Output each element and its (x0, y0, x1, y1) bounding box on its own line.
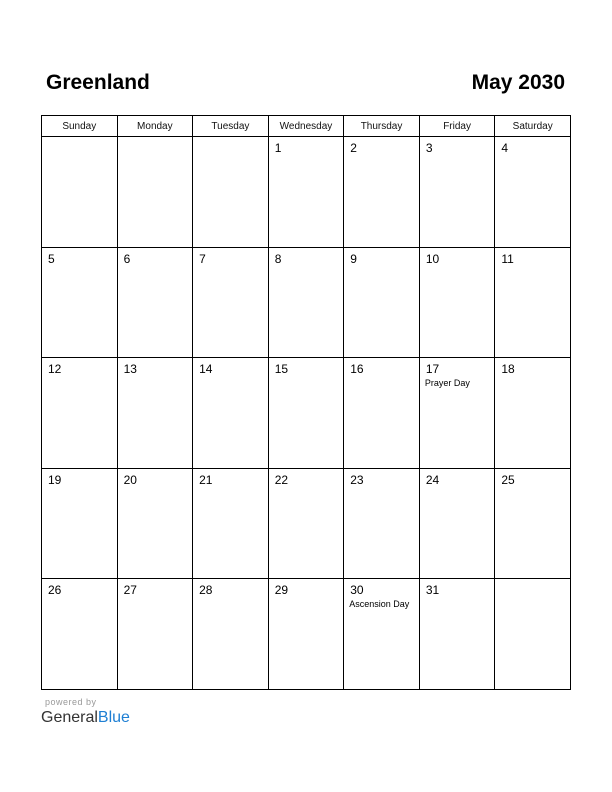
day-number (193, 137, 268, 141)
day-cell (344, 358, 420, 469)
day-number: 7 (199, 251, 206, 266)
logo-general-text: General (41, 709, 98, 726)
country-title: Greenland (46, 71, 150, 94)
day-number: 30 (350, 583, 364, 598)
day-number: 17 (425, 362, 440, 377)
holiday-label: Prayer Day (424, 378, 470, 389)
weekday-friday: Friday (419, 116, 495, 137)
day-number: 14 (199, 362, 213, 377)
day-number: 3 (425, 141, 433, 155)
day-cell (193, 358, 269, 469)
day-cell (419, 468, 495, 579)
weekday-wednesday: Wednesday (268, 116, 344, 137)
day-number: 16 (350, 362, 364, 377)
day-cell (42, 358, 118, 469)
day-number: 27 (123, 583, 137, 598)
day-cell (193, 247, 269, 358)
week-row (42, 358, 571, 469)
day-number: 12 (48, 362, 62, 377)
day-number: 15 (274, 362, 289, 377)
weekday-header-row (42, 116, 571, 137)
day-number (118, 137, 193, 141)
day-number (495, 579, 570, 583)
day-number: 23 (350, 472, 364, 487)
day-cell (344, 247, 420, 358)
day-cell (419, 579, 495, 690)
day-cell (42, 247, 118, 358)
day-cell (42, 137, 118, 248)
day-number: 26 (48, 583, 62, 598)
day-number: 10 (425, 251, 440, 266)
day-number: 6 (123, 251, 131, 266)
weekday-thursday: Thursday (344, 116, 420, 137)
week-row (42, 247, 571, 358)
day-cell (495, 468, 571, 579)
weekday-saturday: Saturday (495, 116, 571, 137)
day-number (42, 137, 117, 141)
day-number: 22 (274, 472, 289, 487)
day-cell (268, 247, 344, 358)
day-cell (495, 358, 571, 469)
day-cell (42, 468, 118, 579)
day-cell (268, 137, 344, 248)
week-row (42, 579, 571, 690)
day-number: 28 (199, 583, 213, 598)
day-number: 24 (425, 472, 440, 487)
day-cell (193, 137, 269, 248)
day-number: 31 (425, 583, 440, 598)
day-number: 25 (501, 472, 515, 487)
logo-blue-text: Blue (97, 709, 130, 726)
day-cell (117, 468, 193, 579)
day-number: 9 (350, 251, 357, 266)
day-number: 5 (48, 251, 55, 266)
day-cell (117, 579, 193, 690)
day-cell (42, 579, 118, 690)
day-number: 13 (123, 362, 137, 377)
day-number: 20 (123, 472, 137, 487)
day-cell (268, 468, 344, 579)
calendar-grid (41, 115, 571, 690)
weekday-sunday: Sunday (42, 116, 118, 137)
month-year-title: May 2030 (471, 71, 565, 94)
day-number: 2 (350, 141, 357, 155)
day-cell (344, 579, 420, 690)
day-cell (419, 358, 495, 469)
day-cell (117, 247, 193, 358)
day-number: 11 (501, 251, 514, 266)
day-cell (344, 137, 420, 248)
day-cell (268, 358, 344, 469)
day-number: 8 (274, 251, 282, 266)
day-number: 21 (199, 472, 213, 487)
day-cell (117, 137, 193, 248)
powered-by-text: powered by (45, 697, 97, 707)
day-number: 4 (501, 141, 509, 155)
week-row (42, 468, 571, 579)
holiday-label: Ascension Day (349, 599, 410, 610)
day-cell (193, 579, 269, 690)
day-cell (117, 358, 193, 469)
weekday-monday: Monday (117, 116, 193, 137)
day-cell (344, 468, 420, 579)
day-cell (193, 468, 269, 579)
week-row (42, 137, 571, 248)
day-cell (419, 247, 495, 358)
day-number: 29 (274, 583, 289, 598)
day-cell (495, 579, 571, 690)
day-number: 1 (274, 141, 282, 155)
day-cell (495, 137, 571, 248)
generalblue-logo (41, 709, 130, 727)
weekday-tuesday: Tuesday (193, 116, 269, 137)
day-number: 19 (48, 472, 62, 487)
day-number: 18 (501, 362, 515, 377)
day-cell (419, 137, 495, 248)
day-cell (268, 579, 344, 690)
day-cell (495, 247, 571, 358)
